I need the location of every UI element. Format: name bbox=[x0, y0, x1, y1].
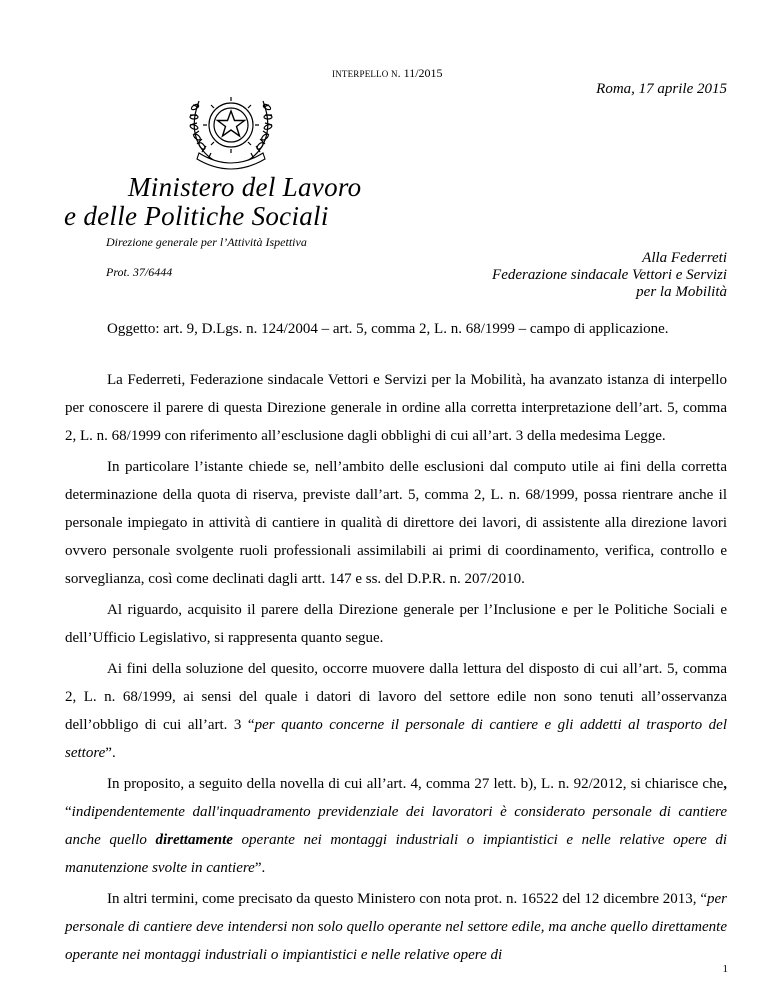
page-number: 1 bbox=[722, 963, 728, 975]
protocol-number: Prot. 37/6444 bbox=[106, 265, 173, 279]
republic-emblem-icon bbox=[185, 87, 277, 173]
letter-body bbox=[65, 366, 727, 972]
quote: per personale di cantiere deve intendersi non solo quello operante nel settore edile, ma anche quello direttamente operante nei montaggi industriali o impiantistici e nelle relative opere di bbox=[65, 891, 727, 963]
quote: indipendentemente dall'inquadramento previdenziale dei lavoratori è considerato personale di cantiere anche quello bbox=[65, 804, 727, 848]
interpello-number: INTERPELLO N. 11/2015 bbox=[332, 66, 443, 80]
quote: operante nei montaggi industriali o impiantistici e nelle relative opere di manutenzione svolte in cantiere bbox=[65, 832, 727, 876]
recipient-line-2: Federazione sindacale Vettori e Servizi bbox=[492, 267, 727, 283]
paragraph-4: Ai fini della soluzione del quesito, occorre muovere dalla lettura del disposto di cui all’art. 5, comma 2, L. n. 68/1999, ai sensi del quale i datori di lavoro del settore edile non sono tenuti all’osservanza dell’obbligo di cui all’art. 3 “per quanto concerne il personale di cantiere e gli addetti al trasporto del settore”. bbox=[65, 661, 728, 761]
paragraph-3: Al riguardo, acquisito il parere della Direzione generale per l’Inclusione e per le Politiche Sociali e dell’Ufficio Legislativo, si rappresenta quanto segue. bbox=[65, 602, 727, 646]
document-date: Roma, 17 aprile 2015 bbox=[596, 81, 727, 97]
paragraph-1: La Federreti, Federazione sindacale Vettori e Servizi per la Mobilità, ha avanzato istanza di interpello per conoscere il parere di questa Direzione generale in ordine alla corretta interpretazione dell’art. 5, comma 2, L. n. 68/1999 con riferimento all’esclusione dagli obblighi di cui all’art. 3 della medesima Legge. bbox=[65, 372, 727, 444]
recipient-line-3: per la Mobilità bbox=[636, 284, 727, 300]
emphasis: direttamente bbox=[155, 832, 233, 848]
subject-line: Oggetto: art. 9, D.Lgs. n. 124/2004 – art. 5, comma 2, L. n. 68/1999 – campo di applicazione. bbox=[107, 321, 669, 337]
quote: per quanto concerne il personale di cantiere e gli addetti al trasporto del settore bbox=[65, 717, 728, 761]
ministry-name-line2: e delle Politiche Sociali bbox=[64, 201, 329, 231]
recipient-line-1: Alla Federreti bbox=[642, 250, 727, 266]
directorate-name: Direzione generale per l’Attività Ispettiva bbox=[106, 235, 307, 249]
ministry-name-line1: Ministero del Lavoro bbox=[128, 172, 362, 202]
paragraph-5: In proposito, a seguito della novella di cui all’art. 4, comma 27 lett. b), L. n. 92/2012, si chiarisce che, “indipendentemente dall'inquadramento previdenziale dei lavoratori è considerato personale di cantiere anche quello direttamente operante nei montaggi industriali o impiantistici e nelle relative opere di manutenzione svolte in cantiere”. bbox=[65, 776, 727, 876]
paragraph-6: In altri termini, come precisato da questo Ministero con nota prot. n. 16522 del 12 dicembre 2013, “per personale di cantiere deve intendersi non solo quello operante nel settore edile, ma anche quello direttamente operante nei montaggi industriali o impiantistici e nelle relative opere di bbox=[65, 891, 727, 963]
paragraph-2: In particolare l’istante chiede se, nell’ambito delle esclusioni dal computo utile ai fini della corretta determinazione della quota di riserva, previste dall’art. 5, comma 2, L. n. 68/1999, possa rientrare anche il personale impiegato in attività di cantiere in qualità di direttore dei lavori, di assistente alla direzione lavori ovvero personale svolgente ruoli professionali assimilabili ai primi di coordinamento, verifica, controllo e sorveglianza, così come declinati dagli artt. 147 e ss. del D.P.R. n. 207/2010. bbox=[65, 459, 727, 587]
